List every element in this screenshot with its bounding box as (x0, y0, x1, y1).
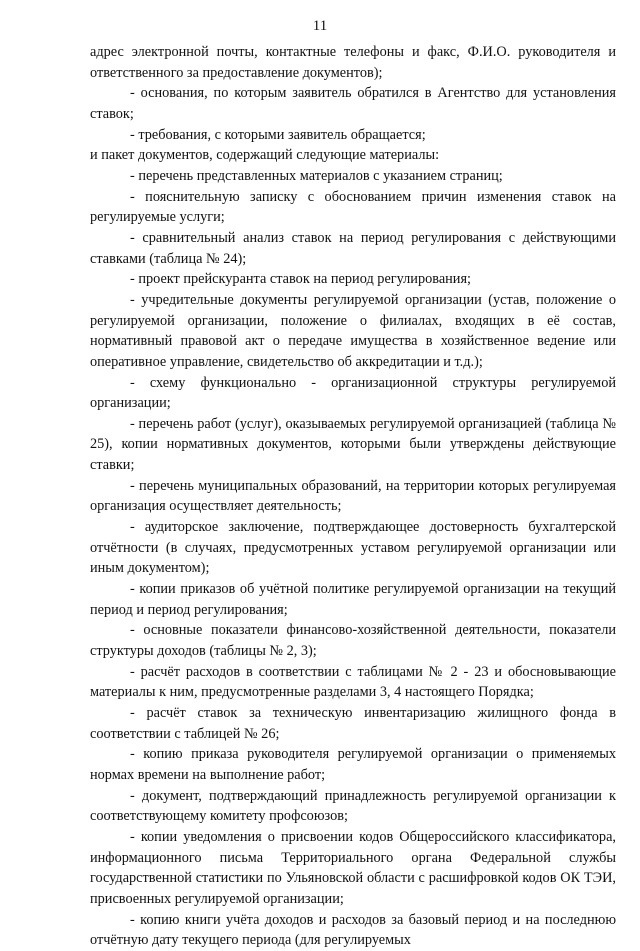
paragraph: адрес электронной почты, контактные телефоны и факс, Ф.И.О. руководителя и ответственного за предоставление документов); (90, 44, 616, 81)
paragraph: - сравнительный анализ ставок на период регулирования с действующими ставками (таблица № 24); (90, 229, 616, 267)
paragraph: - копию приказа руководителя регулируемой организации о применяемых нормах времени на выполнение работ; (90, 746, 616, 783)
paragraph: - перечень муниципальных образований, на территории которых регулируемая организация осуществляет деятельность; (90, 477, 616, 515)
paragraph: - перечень работ (услуг), оказываемых регулируемой организацией (таблица № 25), копии нормативных документов, которыми были утверждены действующие ставки; (90, 415, 616, 474)
document-body (90, 42, 616, 951)
paragraph: - пояснительную записку с обоснованием причин изменения ставок на регулируемые услуги; (90, 188, 616, 226)
paragraph: и пакет документов, содержащий следующие материалы: (90, 147, 440, 164)
paragraph: - документ, подтверждающий принадлежность регулируемой организации к соответствующему комитету профсоюзов; (90, 787, 616, 825)
paragraph: - копии уведомления о присвоении кодов Общероссийского классификатора, информационного письма Территориального органа Федеральной службы государственной статистики по Ульяновской области с расшифровкой кодов ОК ТЭИ, присвоенных регулируемой организации; (90, 828, 616, 907)
paragraph: - схему функционально - организационной структуры регулируемой организации; (90, 374, 616, 412)
paragraph: - проект прейскуранта ставок на период регулирования; (130, 271, 472, 288)
paragraph: - расчёт ставок за техническую инвентаризацию жилищного фонда в соответствии с таблицей № 26; (90, 705, 616, 742)
paragraph: - копию книги учёта доходов и расходов за базовый период и на последнюю отчётную дату текущего периода (для регулируемых (90, 911, 616, 949)
paragraph: - расчёт расходов в соответствии с таблицами № 2 - 23 и обосновывающие материалы к ним, предусмотренные разделами 3, 4 настоящего Порядка; (90, 663, 616, 701)
paragraph: - учредительные документы регулируемой организации (устав, положение о регулируемой организации, положение о филиалах, входящих в её состав, нормативный правовой акт о передаче имущества в хозяйственное ведение или оперативное управление, свидетельство об аккредитации и т.д.); (90, 291, 616, 370)
paragraph: - перечень представленных материалов с указанием страниц; (130, 167, 503, 184)
paragraph: - основания, по которым заявитель обратился в Агентство для установления ставок; (90, 85, 616, 122)
paragraph: - аудиторское заключение, подтверждающее достоверность бухгалтерской отчётности (в случаях, предусмотренных уставом регулируемой организации или иным документом); (90, 519, 616, 577)
page-number: 11 (312, 18, 328, 34)
paragraph: - основные показатели финансово-хозяйственной деятельности, показатели структуры доходов (таблицы № 2, 3); (90, 622, 616, 660)
paragraph: - требования, с которыми заявитель обращается; (130, 126, 426, 143)
paragraph: - копии приказов об учётной политике регулируемой организации на текущий период и период регулирования; (90, 581, 616, 618)
